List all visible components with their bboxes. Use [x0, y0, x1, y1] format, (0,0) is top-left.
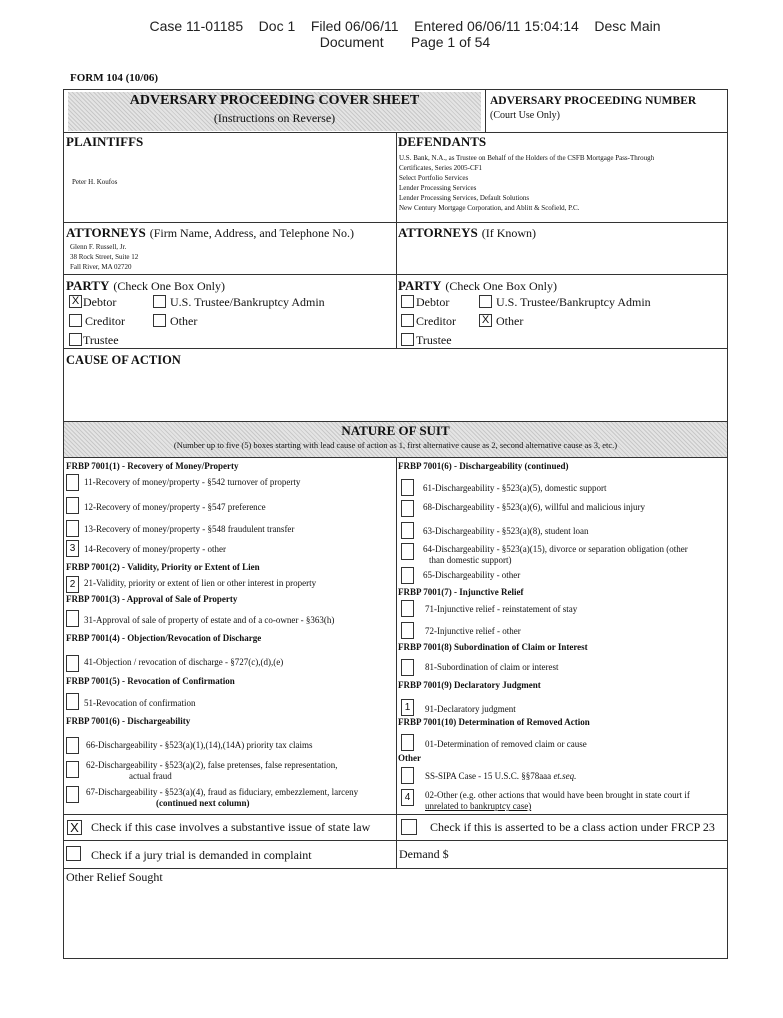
- category-frbp-7001-6: FRBP 7001(6) - Dischargeability: [66, 716, 191, 726]
- nos-02-label: 02-Other (e.g. other actions that would have been brought in state court if: [425, 790, 690, 800]
- nos-81-checkbox[interactable]: [401, 659, 414, 676]
- nos-72-checkbox[interactable]: [401, 622, 414, 639]
- defendant-line: Lender Processing Services: [399, 184, 477, 192]
- category-frbp-7001-5: FRBP 7001(5) - Revocation of Confirmation: [66, 676, 235, 686]
- nos-67-label: 67-Dischargeability - §523(a)(4), fraud as fiduciary, embezzlement, larceny: [86, 787, 359, 797]
- party-right-sub: (Check One Box Only): [445, 279, 558, 293]
- defendant-line: U.S. Bank, N.A., as Trustee on Behalf of the Holders of the CSFB Mortgage Pass-Through: [399, 154, 655, 162]
- nos-62-checkbox[interactable]: [66, 761, 79, 778]
- nos-72-label: 72-Injunctive relief - other: [425, 626, 521, 636]
- party-left-trustee-label: Trustee: [83, 333, 119, 347]
- nos-51-label: 51-Revocation of confirmation: [84, 698, 196, 708]
- defendant-line: New Century Mortgage Corporation, and Ablitt & Scofield, P.C.: [399, 204, 580, 212]
- party-right-trustee-admin-checkbox[interactable]: [479, 295, 492, 308]
- nos-68-label: 68-Dischargeability - §523(a)(6), willful and malicious injury: [423, 502, 646, 512]
- nos-41-label: 41-Objection / revocation of discharge - §727(c),(d),(e): [84, 657, 284, 667]
- party-left-trustee-checkbox[interactable]: [69, 333, 82, 346]
- attorneys-left-sub: (Firm Name, Address, and Telephone No.): [149, 226, 354, 240]
- nos-ss-label: [425, 771, 576, 782]
- nos-61-checkbox[interactable]: [401, 479, 414, 496]
- nos-ss-text: SS-SIPA Case - 15 U.S.C. §§78aaa: [425, 771, 554, 781]
- nos-62-label-cont: actual fraud: [129, 771, 172, 781]
- category-frbp-7001-6-continued: FRBP 7001(6) - Dischargeability (continued): [398, 461, 569, 471]
- category-frbp-7001-2: FRBP 7001(2) - Validity, Priority or Extent of Lien: [66, 562, 260, 572]
- nos-31-label: 31-Approval of sale of property of estate and of a co-owner - §363(h): [84, 615, 335, 625]
- party-left-debtor-checkbox[interactable]: X: [69, 295, 82, 308]
- nos-ss-etseq: et.seq.: [553, 771, 577, 781]
- nos-11-label: 11-Recovery of money/property - §542 turnover of property: [84, 477, 301, 487]
- nos-65-checkbox[interactable]: [401, 567, 414, 584]
- case-header-line2: Document Page 1 of 54: [319, 34, 491, 50]
- defendant-line: Select Portfolio Services: [399, 174, 469, 182]
- form-title-sub: (Instructions on Reverse): [213, 111, 336, 125]
- party-right-trustee-label: Trustee: [416, 333, 452, 347]
- cause-heading: [66, 351, 181, 369]
- attorneys-right-label: ATTORNEYS: [398, 225, 478, 240]
- plaintiffs-label: PLAINTIFFS: [66, 134, 144, 149]
- defendants-label: DEFENDANTS: [398, 134, 487, 149]
- nos-12-checkbox[interactable]: [66, 497, 79, 514]
- jury-trial-checkbox[interactable]: [66, 846, 81, 861]
- class-action-checkbox[interactable]: [401, 819, 417, 835]
- nos-64-checkbox[interactable]: [401, 543, 414, 560]
- category-frbp-7001-4: FRBP 7001(4) - Objection/Revocation of Discharge: [66, 633, 262, 643]
- nos-71-label: 71-Injunctive relief - reinstatement of stay: [425, 604, 578, 614]
- attorney-line: Fall River, MA 02720: [70, 263, 132, 271]
- category-frbp-7001-9: FRBP 7001(9) Declaratory Judgment: [398, 680, 541, 690]
- class-action-label: Check if this is asserted to be a class action under FRCP 23: [430, 820, 715, 834]
- proceeding-number-label: ADVERSARY PROCEEDING NUMBER: [490, 95, 697, 107]
- party-left-creditor-checkbox[interactable]: [69, 314, 82, 327]
- party-right-label: PARTY: [398, 278, 442, 293]
- party-left-sub: (Check One Box Only): [113, 279, 226, 293]
- cause-label: CAUSE OF ACTION: [66, 353, 181, 367]
- category-frbp-7001-8: FRBP 7001(8) Subordination of Claim or Interest: [398, 642, 588, 652]
- category-frbp-7001-7: FRBP 7001(7) - Injunctive Relief: [398, 587, 524, 597]
- nos-41-checkbox[interactable]: [66, 655, 79, 672]
- attorneys-left-label: ATTORNEYS: [66, 225, 146, 240]
- nos-67-checkbox[interactable]: [66, 786, 79, 803]
- party-right-heading: [398, 277, 557, 295]
- case-header: [60, 18, 750, 50]
- attorney-line: 38 Rock Street, Suite 12: [70, 253, 139, 261]
- other-relief-label: Other Relief Sought: [66, 870, 163, 884]
- nos-63-label: 63-Dischargeability - §523(a)(8), student loan: [423, 526, 589, 536]
- form-title: ADVERSARY PROCEEDING COVER SHEET: [129, 93, 420, 108]
- category-other: Other: [398, 753, 421, 763]
- nos-71-checkbox[interactable]: [401, 600, 414, 617]
- defendant-line: Certificates, Series 2005-CF1: [399, 164, 483, 172]
- party-right-creditor-checkbox[interactable]: [401, 314, 414, 327]
- nos-51-checkbox[interactable]: [66, 693, 79, 710]
- continued-note: (continued next column): [156, 798, 250, 808]
- nos-01-label: 01-Determination of removed claim or cause: [425, 739, 587, 749]
- nature-sub: (Number up to five (5) boxes starting with lead cause of action as 1, first alternative cause as 2, second alternative cause as 3, etc.): [173, 440, 618, 450]
- party-right-other-label: Other: [496, 314, 524, 328]
- party-right-trustee-checkbox[interactable]: [401, 333, 414, 346]
- party-right-debtor-checkbox[interactable]: [401, 295, 414, 308]
- party-left-other-label: Other: [170, 314, 198, 328]
- party-right-trustee-admin-label: U.S. Trustee/Bankruptcy Admin: [496, 295, 651, 309]
- nos-11-checkbox[interactable]: [66, 474, 79, 491]
- nature-title: NATURE OF SUIT: [341, 423, 450, 438]
- plaintiff-name: Peter H. Koufos: [72, 178, 118, 186]
- nos-66-label: 66-Dischargeability - §523(a)(1),(14),(14A) priority tax claims: [86, 740, 313, 750]
- nos-31-checkbox[interactable]: [66, 610, 79, 627]
- attorney-line: Glenn F. Russell, Jr.: [70, 243, 127, 251]
- party-left-debtor-label: Debtor: [83, 295, 117, 309]
- state-law-label: Check if this case involves a substantive issue of state law: [91, 820, 371, 834]
- nos-81-label: 81-Subordination of claim or interest: [425, 662, 559, 672]
- defendants-list: [399, 153, 724, 213]
- attorneys-right-heading: [398, 224, 536, 242]
- party-left-creditor-label: Creditor: [85, 314, 125, 328]
- nos-02-label-cont: unrelated to bankruptcy case): [425, 801, 532, 811]
- proceeding-number-sub: (Court Use Only): [490, 110, 560, 121]
- nos-64-label: 64-Dischargeability - §523(a)(15), divorce or separation obligation (other: [423, 544, 688, 554]
- demand-label: Demand $: [399, 847, 449, 861]
- attorney-info: [70, 242, 138, 272]
- nos-64-label-cont: than domestic support): [429, 555, 512, 565]
- nos-14-checkbox[interactable]: 3: [66, 540, 79, 557]
- party-left-other-checkbox[interactable]: [153, 314, 166, 327]
- category-frbp-7001-10: FRBP 7001(10) Determination of Removed Action: [398, 717, 590, 727]
- nos-91-checkbox[interactable]: 1: [401, 699, 414, 716]
- nos-ss-checkbox[interactable]: [401, 767, 414, 784]
- party-left-trustee-admin-label: U.S. Trustee/Bankruptcy Admin: [170, 295, 325, 309]
- defendant-line: Lender Processing Services, Default Solutions: [399, 194, 530, 202]
- nos-14-label: 14-Recovery of money/property - other: [84, 544, 226, 554]
- nos-21-checkbox[interactable]: 2: [66, 576, 79, 593]
- nos-66-checkbox[interactable]: [66, 737, 79, 754]
- nos-91-label: 91-Declaratory judgment: [425, 704, 516, 714]
- nos-62-label: 62-Dischargeability - §523(a)(2), false pretenses, false representation,: [86, 760, 338, 770]
- party-left-heading: [66, 277, 225, 295]
- state-law-checkbox[interactable]: X: [67, 820, 82, 835]
- party-left-trustee-admin-checkbox[interactable]: [153, 295, 166, 308]
- party-right-debtor-label: Debtor: [416, 295, 450, 309]
- category-frbp-7001-3: FRBP 7001(3) - Approval of Sale of Property: [66, 594, 238, 604]
- nos-13-label: 13-Recovery of money/property - §548 fraudulent transfer: [84, 524, 295, 534]
- party-right-creditor-label: Creditor: [416, 314, 456, 328]
- form-number: FORM 104 (10/06): [70, 72, 158, 84]
- attorneys-left-heading: [66, 224, 354, 242]
- nos-68-checkbox[interactable]: [401, 500, 414, 517]
- nos-65-label: 65-Dischargeability - other: [423, 570, 521, 580]
- jury-trial-label: Check if a jury trial is demanded in complaint: [91, 848, 312, 862]
- nos-61-label: 61-Dischargeability - §523(a)(5), domestic support: [423, 483, 607, 493]
- attorneys-right-sub: (If Known): [481, 226, 537, 240]
- category-frbp-7001-1: FRBP 7001(1) - Recovery of Money/Property: [66, 461, 239, 471]
- case-header-line1: Case 11-01185 Doc 1 Filed 06/06/11 Entered 06/06/11 15:04:14 Desc Main: [149, 18, 661, 34]
- nos-13-checkbox[interactable]: [66, 520, 79, 537]
- party-right-other-checkbox[interactable]: X: [479, 314, 492, 327]
- nos-63-checkbox[interactable]: [401, 522, 414, 539]
- nos-02-checkbox[interactable]: 4: [401, 789, 414, 806]
- party-left-label: PARTY: [66, 278, 110, 293]
- nos-12-label: 12-Recovery of money/property - §547 preference: [84, 502, 266, 512]
- nos-21-label: 21-Validity, priority or extent of lien or other interest in property: [84, 578, 317, 588]
- nos-01-checkbox[interactable]: [401, 734, 414, 751]
